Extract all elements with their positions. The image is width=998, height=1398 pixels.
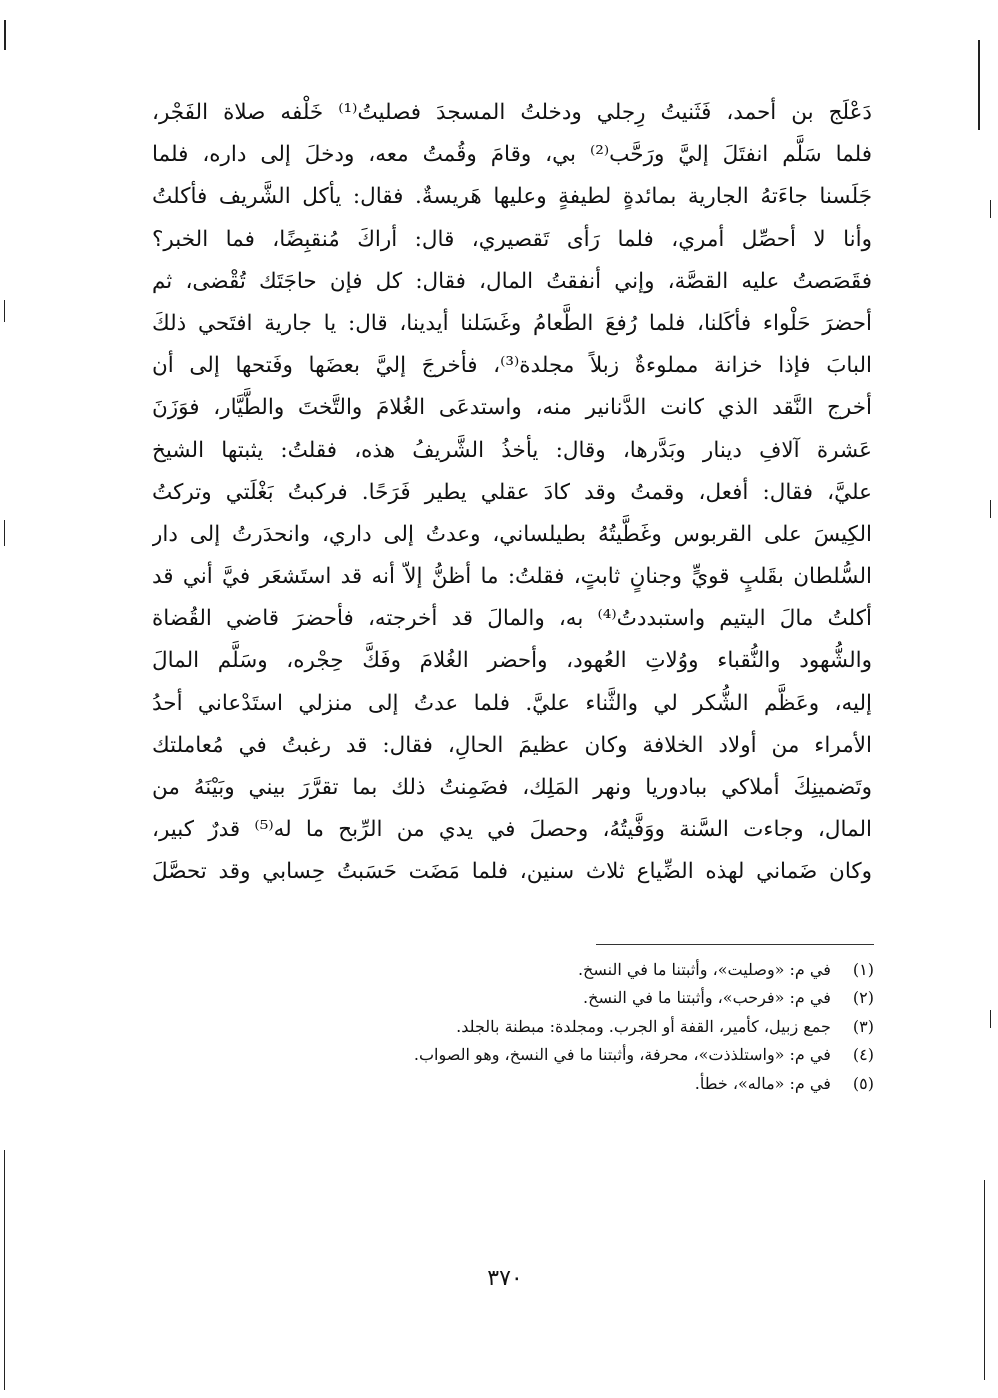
body-line: السُّلطان بقَلبٍ قويٍّ وجنانٍ ثابتٍ، فقلتُ: ما أظنُّ إلاّ أنه قد استَشعَر فيَّ أني قد	[152, 564, 872, 590]
scan-edge-mark	[990, 200, 991, 218]
scan-edge-mark	[984, 1180, 985, 1380]
scan-edge-mark	[990, 1010, 991, 1028]
body-line: إليه، وعَظَّم الشُّكر لي والثَّناء عليَّ. فلما عدتُ إلى منزلي استَدْعاني أحدُ	[152, 690, 872, 716]
body-line: أحضرَ حَلْواء فأكَلنا، فلما رُفعَ الطَّعامُ وغَسَلنا أيدينا، قال: يا جارية افتَحي ذلكَ	[152, 310, 872, 336]
page-number: ٣٧٠	[487, 1266, 523, 1291]
footnote-text: في م: «ماله»، خطأ.	[694, 1073, 831, 1093]
scan-edge-mark	[4, 20, 6, 50]
footnote-text: في م: «وصليت»، وأثبتنا ما في النسخ.	[577, 960, 831, 979]
body-line: أخرج النَّقد الذي كانت الدَّنانير منه، واستدعَى الغُلامَ والتَّختَ والطَّيَّار، فوَزَنَ	[152, 395, 872, 421]
body-line: والشُّهود والنُّقباء ووُلاتِ العُهود، وأحضر الغُلامَ وفَكَّ حِجْره، وسَلَّم المالَ	[152, 648, 872, 674]
footnote-number: (١)	[852, 960, 874, 979]
body-line: دَعْلَج بن أحمد، فَثَنيتُ رِجلي ودخلتُ المسجدَ فصليتُ⁽¹⁾ خَلْفه صلاة الفَجْر،	[152, 100, 872, 125]
body-line: الكِيسَ على القربوس وغَطَّيتُهُ بطيلساني، وعدتُ إلى داري، وانحدَرتُ إلى دار	[152, 521, 872, 547]
body-line: وأنا لا أحصِّل أمري، فلما رَأى تَقصيري، قال: أراكَ مُنقبِضًا، فما الخبر؟	[152, 226, 872, 252]
body-line: عَشرة آلافِ دينار وبَدَّرها، وقال: يأخذُ الشَّريفُ هذه، فقلتُ: يثبتها الشيخ	[152, 437, 872, 463]
footnote-text: في م: «واستلذذت»، محرفة، وأثبتنا ما في النسخ، وهو الصواب.	[413, 1045, 831, 1065]
body-line: عليَّ، فقال: أفعل، وقمتُ وقد كادَ عقلي يطير فَرَحًا. فركبتُ بَغْلَتي وتركتُ	[152, 479, 872, 505]
footnote-number: (٥)	[852, 1073, 874, 1093]
body-text	[152, 92, 872, 894]
footnote-text: جمع زبيل، كأمير، القفة أو الجرب. ومجلدة: مبطنة بالجلد.	[456, 1016, 831, 1036]
scan-edge-mark	[4, 1150, 5, 1390]
footnote-separator	[596, 944, 874, 945]
body-line: فلما سَلَّم انفتَلَ إليَّ ورَحَّب⁽²⁾ بي، وقامَ وقُمتُ معه، ودخلَ إلى داره، فلما	[152, 142, 872, 168]
scan-edge-mark	[4, 520, 5, 546]
body-line: فقَصَصتُ عليه القصَّة، وإني أنفقتُ المال، فقال: كل فإن حاجَتَك تُقْضى، ثم	[152, 268, 872, 294]
scan-edge-mark	[990, 500, 991, 518]
footnote-text: في م: «فرحب»، وأثبتنا ما في النسخ.	[583, 988, 831, 1008]
footnote-item	[274, 956, 874, 984]
body-line: جَلَسنا جاءَتهُ الجارية بمائدةٍ لطيفةٍ وعليها هَريسةٌ. فقال: يأكل الشَّريف فأكلتُ	[152, 184, 872, 210]
footnote-number: (٤)	[852, 1045, 874, 1065]
footnote-number: (٢)	[852, 988, 874, 1008]
body-line: أكلتُ مالَ اليتيم واستبددتُ⁽⁴⁾ به، والمالَ قد أخرجته، فأحضرَ قاضي القُضاة	[152, 606, 872, 632]
footnote-item	[274, 1013, 874, 1041]
body-line: الأمراء من أولاد الخلافة وكان عظيمَ الحالِ، فقال: قد رغبتُ في مُعاملتك	[152, 732, 872, 758]
body-line: وتَضمينِكَ أملاكي ببادوريا ونهر المَلِك، فضَمِنتُ ذلك بما تقرَّرَ بيني وبَيْنَهُ من	[152, 775, 872, 800]
body-line: البابَ فإذا خزانة مملوءةٌ زبلاً مجلدة⁽³⁾، فأخرجَ إليَّ بعضَها وفَتحها إلى أن	[152, 353, 872, 379]
footnote-item	[274, 984, 874, 1012]
footnote-item	[274, 1041, 874, 1069]
body-line: وكان ضَماني لهذه الضِّياع ثلاث سنين، فلما مَضَت حَسَبتُ حِسابي وقد تحصَّلَ	[152, 859, 872, 885]
body-line: المال، وجاءت السَّنة ووَفَّيتُهُ، وحصلَ في يدي من الرِّبح ما له⁽⁵⁾ قدرٌ كبير،	[152, 817, 872, 843]
footnotes	[274, 956, 874, 1098]
scan-edge-mark	[978, 40, 980, 130]
footnote-number: (٣)	[852, 1016, 874, 1036]
footnote-item	[274, 1070, 874, 1098]
scan-edge-mark	[4, 300, 5, 322]
